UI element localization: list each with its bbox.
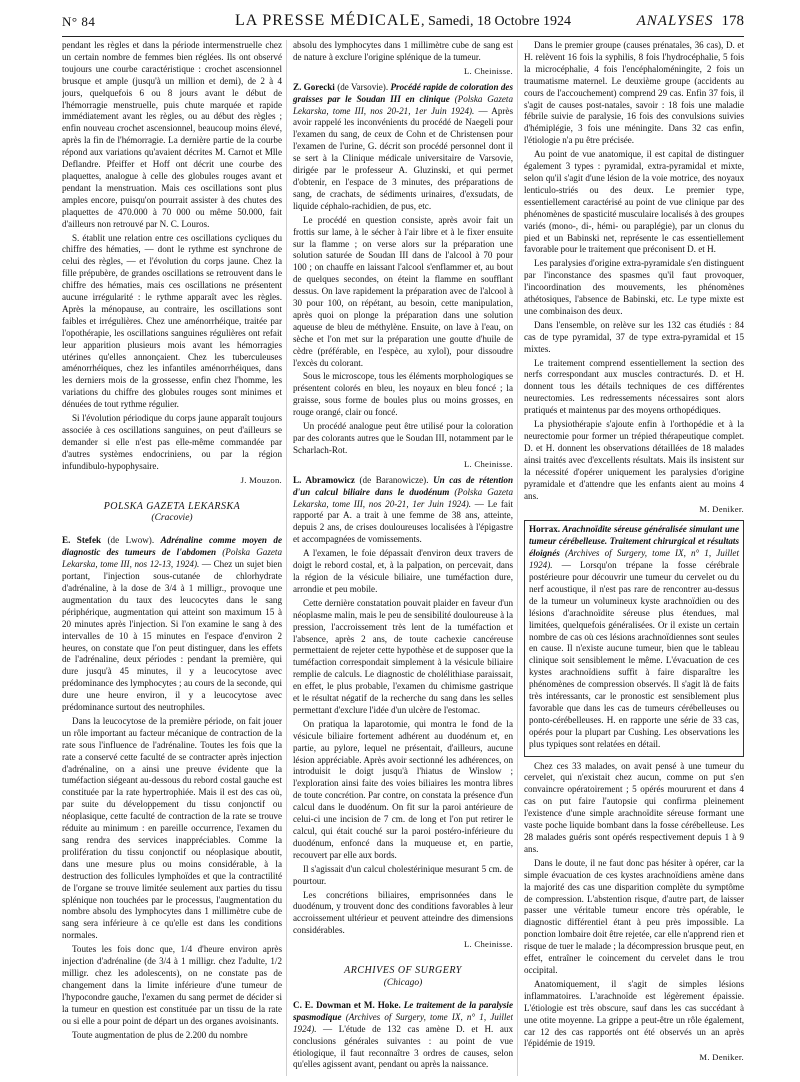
journal-city: (Cracovie) <box>151 513 193 524</box>
abstract-author: L. Abramowicz <box>293 474 355 485</box>
abstract-intro <box>62 535 282 714</box>
abstract-intro <box>529 524 739 750</box>
paragraph: Chez ces 33 malades, on avait pensé à une tumeur du cervelet, qui n'existait chez aucun, comme on put s'en convaincre opératoirement ; 5 opérés moururent et dans 4 cas on put faire l'autopsie qui confirma pleinement l'existence d'une simple arachnoïdite séreuse formant une vaste poche liquide bombant dans la fosse cérébelleuse. Les 28 malades guéris sont opérés respectivement depuis 1 à 9 ans. <box>524 760 744 854</box>
paragraph: Cette dernière constatation pouvait plaider en faveur d'un néoplasme malin, mais le peu de sensibilité douloureuse à la pression, l'accroissement très lent de la tuméfaction et l'absence, après 2 ans, de toute cachexie cancéreuse permettaient de rejeter cette hypothèse et de supposer que la tuméfaction correspondait simplement à la vésicule biliaire remplie de calculs. Le diagnostic de cholélithiase paraissait, en effet, le plus probable, l'examen du chimisme gastrique et le résultat négatif de la recherche du sang dans les selles permettant d'exclure l'idée d'un ulcère de l'estomac. <box>293 597 513 715</box>
abstract-text: — Après avoir rappelé les inconvénients du procédé de Naegeli pour l'examen du sang, de ceux de Cohn et de Christensen pour l'examen de l'urine, G. décrit son procédé personnel dont il se sert à la Clinique médicale universitaire de Varsovie, dirigée par le professeur A. Gluzinski, et qui permet d'obtenir, en l'espace de 3 minutes, des préparations de sang, de crachats, de sédiments urinaires, d'exsudats, de liquide céphalo-rachidien, de pus, etc. <box>293 105 513 211</box>
author-origin: (de Varsovie). <box>334 81 391 92</box>
author-signature: M. Deniker. <box>699 1052 744 1063</box>
article-columns <box>62 40 744 1076</box>
page-number: 178 <box>721 13 744 29</box>
paragraph: Les concrétions biliaires, emprisonnées dans le duodénum, y trouvent donc des conditions favorables à leur accroissement ultérieur et peuvent atteindre des dimensions considérables. <box>293 889 513 936</box>
paragraph: Toutes les fois donc que, 1/4 d'heure environ après injection d'adrénaline (de 3/4 à 1 milligr. chez l'adulte, 1/2 milligr. chez les adolescents), on ne constate pas de changement dans la limite inférieure d'une tumeur de l'hypocondre gauche, l'examen du sang permet de décider si la tumeur en question est constituée par un tissu de la rate ou si elle a pour point de départ un des organes avoisinants. <box>62 944 282 1026</box>
abstract-reference: (Archives of Surgery, tome IX, n° 1, Juillet 1924). <box>293 1011 513 1034</box>
paragraph: Sous le microscope, tous les éléments morphologiques se présentent colorés en bleu, les noyaux en bleu foncé ; la graisse, sous forme de boules plus ou moins grosses, en rouge orangé, clair ou foncé. <box>293 371 513 418</box>
boxed-abstract <box>524 520 744 756</box>
column-left <box>62 40 282 1076</box>
column-right <box>517 40 744 1076</box>
section-and-page <box>637 13 744 30</box>
paragraph: Les paralysies d'origine extra-pyramidale s'en distinguent par l'inconstance des spasmes qu'il faut provoquer, l'incoordination des mouvements, les phénomènes athétosiques, l'absence de Babinski, etc. Le type mixte est une combinaison des deux. <box>524 258 744 316</box>
abstract-title: Procédé rapide de coloration des graisses par le Soudan III en clinique <box>293 81 513 104</box>
abstract-text: — Lorsqu'on trépane la fosse cérébrale postérieure pour découvrir une tumeur du cervelet ou du nerf acoustique, il n'est pas rare de rencontrer au-dessus de la tumeur un volumineux kyste arachnoïdien ou des lésions d'arachnoïdite séreuse plus étendues, mal limitées, quelquefois généralisées. Or il existe un certain nombre de cas où ces lésions arachnoïdiennes sont seules en cause. Il n'existe aucune tumeur, bien que le tableau clinique soit sensiblement le même. L'évacuation de ces kystes arachnoïdiens suffit à faire disparaître les phénomènes de compression observés. Il s'agit là de faits très intéressants, car le pronostic est sensiblement plus favorable que dans les cas de tumeurs cérébelleuses ou ponto-cérébelleuses. H. en rapporte une série de 33 cas, opérés pour la plupart par Cushing. Les observations les plus typiques sont relatées en détail. <box>529 560 739 749</box>
abstract-text: — Le fait rapporté par A. a trait à une femme de 38 ans, atteinte, depuis 2 ans, de crises douloureuses localisées à l'épigastre et accompagnées de vomissements. <box>293 498 513 545</box>
journal-heading: POLSKA GAZETA LEKARSKA <box>103 500 241 512</box>
paragraph: S. établit une relation entre ces oscillations cycliques du chiffre des hématies, — dont le rythme est synchrone de celui des règles, — et l'évolution du corps jaune. Chez la fille prépubère, de grandes oscillations se retrouvent dans le chiffre des hématies, mais ces oscillations ne présentent aucune irrégularité : le rythme apparaît avec les règles. Après la ménopause, au contraire, les oscillations sont faibles et irrégulières. Chez une aménorrhéique, traitée par l'opothérapie, les oscillations sanguines régulières ont refait leur apparition plusieurs mois avant les hémorragies utérines qu'elles annonçaient. Chez les tuberculeuses aménorrhéiques, chez les infantiles aménorrhéiques, dans les derniers mois de la grossesse, enfin chez l'homme, les variations du chiffre des globules rouges sont minimes et dénuées de tout rythme régulier. <box>62 232 282 410</box>
paragraph: Un procédé analogue peut être utilisé pour la coloration par des colorants autres que le Soudan III, notamment par le Scharlach-Rot. <box>293 421 513 455</box>
abstract-title: Adrénaline comme moyen de diagnostic des tumeurs de l'abdomen <box>62 535 282 558</box>
abstract-reference: (Archives of Surgery, tome IX, n° 1, Juillet 1924). <box>529 548 739 571</box>
abstract-title: Le traitement de la paralysie spasmodique <box>293 999 513 1022</box>
journal-city: (Chicago) <box>383 977 423 988</box>
abstract-title: Un cas de rétention d'un calcul biliaire dans le duodénum <box>293 474 513 497</box>
author-origin: (de Baranowicze). <box>354 474 434 485</box>
paragraph: Au point de vue anatomique, il est capital de distinguer également 3 types : pyramidal, extra-pyramidal et mixte, selon qu'il s'agit d'une lésion de la voie motrice, des noyaux lenticulo-striés ou des deux. Le premier type, essentiellement caractérisé au point de vue clinique par des phénomènes de spasticité musculaire localisés à des groupes variés (mono-, di-, hémi- ou paraplégie), par un clonus du pied et un Babinski net, représente le cas essentiellement favorable pour le traitement que préconisent D. et H. <box>524 149 744 255</box>
paragraph: pendant les règles et dans la période intermenstruelle chez un certain nombre de femmes bien réglées. Ils ont observé toujours une courbe caractéristique : crochet ascensionnel brusque et ample (jusqu'à un million et demi), de 2 à 4 jours, quelquefois 6 ou 8 jours avant le début de l'hémorragie menstruelle, puis chute marquée et rapide immédiatement avant les règles, ou au début des règles ; enfin nouveau crochet ascensionnel, beaucoup moins élevé, après la fin de l'hémorragie. La dernière partie de la courbe répond aux variations qu'avaient décrites M. Carnot et Mlle Deflandre. Pfeiffer et Hoff ont décrit une courbe des plaquettes, analogue à celle des globules rouges avant et pendant la menstruation. Mais ces oscillations sont plus amples encore, puisqu'on pourrait assister à des chutes des plaquettes de 470.000 à 70 000 ou même 50.000, fait d'ailleurs non retrouvé par N. C. Louros. <box>62 40 282 229</box>
journal-title: LA PRESSE MÉDICALE <box>234 12 421 29</box>
author-signature: L. Cheinisse. <box>463 458 513 469</box>
abstract-author: Horrax. <box>529 524 561 535</box>
paragraph: Le procédé en question consiste, après avoir fait un frottis sur lame, à le sécher à l'air libre et à le fixer ensuite sur la flamme ; on verse alors sur la préparation une solution saturée de Soudan III dans de l'alcool à 70 pour 100 ; on chauffe en laissant l'alcool s'enflammer et, au bout de quelques secondes, on éteint la flamme en soufflant dessus. On lave rapidement la préparation avec de l'alcool à 30 pour 100, on répétant, au besoin, cette manipulation, après quoi on plonge la préparation dans une solution aqueuse de bleu de méthylène. Ensuite, on lave à l'eau, on sèche et l'on met sur la préparation une goutte d'huile de cèdre (préférable, en l'espèce, au xylol), pour dissoudre l'excès du colorant. <box>293 214 513 368</box>
issue-date: , Samedi, 18 Octobre 1924 <box>420 14 572 29</box>
paragraph: Dans l'ensemble, on relève sur les 132 cas étudiés : 84 cas de type pyramidal, 37 de type extra-pyramidal et 15 mixtes. <box>524 319 744 354</box>
paragraph: Anatomiquement, il s'agit de simples lésions inflammatoires. L'arachnoïde est légèrement épaissie. L'étiologie est très obscure, sauf dans les cas succédant à une otite moyenne. La grippe a peut-être un rôle également, car 12 des cas rapportés ont été observés un an après l'épidémie de 1919. <box>524 978 744 1049</box>
paragraph: On pratiqua la laparotomie, qui montra le fond de la vésicule biliaire fortement adhérent au duodénum et, en partie, au pylore, lequel ne présentait, d'ailleurs, aucune lésion appréciable. Après avoir sectionné les adhérences, on introduisit le doigt jusqu'à l'hiatus de Winslow ; l'exploration ainsi faite des voies biliaires les montra libres de toute concrétion. Par contre, on constata la présence d'un calcul dans le duodénum. On fit sur la paroi antérieure de celui-ci une incision de 7 cm. de long et l'on put retirer le calcul, qui était couché sur la paroi postéro-inférieure du duodénum, enfoncé dans la muqueuse et, en partie, recouvert par elle aux bords. <box>293 718 513 860</box>
issue-number: N° 84 <box>62 14 96 29</box>
paragraph: A l'examen, le foie dépassait d'environ deux travers de doigt le rebord costal, et, à la palpation, on percevait, dans la région de la vésicule biliaire, une tuméfaction dure, arrondie et peu mobile. <box>293 548 513 594</box>
abstract-reference: (Polska Gazeta Lekarska, tome III, nos 20-21, 1er Juin 1924). <box>293 93 513 116</box>
author-signature: J. Mouzon. <box>240 474 282 485</box>
abstract-author: C. E. Dowman et M. Hoke. <box>293 999 401 1010</box>
paragraph: Toute augmentation de plus de 2.200 du nombre <box>72 1029 248 1040</box>
column-middle <box>286 40 513 1076</box>
abstract-intro <box>293 1000 513 1071</box>
paragraph: Si l'évolution périodique du corps jaune apparaît toujours associée à ces oscillations sanguines, on peut d'ailleurs se demander si elle n'est pas elle-même commandée par d'autres systèmes endocriniens, ou par la région infundibulo-hypophysaire. <box>62 413 282 471</box>
section-name: ANALYSES <box>636 13 714 29</box>
abstract-author: E. Stefek <box>62 535 102 546</box>
author-signature: M. Deniker. <box>699 504 744 515</box>
abstract-intro <box>293 475 513 546</box>
page-header <box>62 10 744 37</box>
journal-heading: ARCHIVES OF SURGERY <box>344 965 462 977</box>
paragraph: La physiothérapie s'ajoute enfin à l'orthopédie et à la neurectomie pour former un trépied thérapeutique complet. D. et H. donnent les observations détaillées de 18 malades ainsi traités avec d'excellents résultats. Mais ils insistent sur la nécessité d'opérer uniquement les paralysies d'origine pyramidale et d'attendre que les enfants aient au moins 4 ans. <box>524 419 744 501</box>
paragraph: absolu des lymphocytes dans 1 millimètre cube de sang est de nature à exclure l'origine splénique de la tumeur. <box>293 40 513 62</box>
abstract-intro <box>293 82 513 213</box>
paragraph: Dans le premier groupe (causes prénatales, 36 cas), D. et H. relèvent 16 fois la syphilis, 8 fois l'hydrocéphalie, 5 fois la microcéphalie, 4 fois l'encéphaloméningite, 2 fois un traumatisme maternel. Le deuxième groupe (accidents au cours de l'accouchement) comprend 29 cas. Enfin 37 fois, il s'agit de causes post-natales, savoir : 18 fois une maladie fébrile suivie de paralysie, 16 fois des convulsions suivies d'hémiplégie, 3 fois une méningite. Dans 32 cas enfin, l'étiologie n'a pu être précisée. <box>524 40 744 146</box>
abstract-author: Z. Gorecki <box>293 81 335 92</box>
paragraph: Le traitement comprend essentiellement la section des nerfs correspondant aux muscles contracturés. D. et H. donnent tous les détails techniques de ces différentes neurectomies. Les redressements nécessaires sont alors pratiqués et maintenus par des moyens orthopédiques. <box>524 357 744 416</box>
author-signature: L. Cheinisse. <box>463 939 513 950</box>
abstract-reference: (Polska Gazeta Lekarska, tome III, nos 20-21, 1er Juin 1924). <box>293 486 513 509</box>
author-signature: L. Cheinisse. <box>463 65 513 76</box>
abstract-text: — L'étude de 132 cas amène D. et H. aux conclusions générales suivantes : au point de vue étiologique, il faut reconnaître 3 ordres de causes, selon qu'elles agissent avant, pendant ou après la naissance. <box>293 1023 513 1070</box>
paragraph: Il s'agissait d'un calcul cholestérinique mesurant 5 cm. de pourtour. <box>293 863 513 886</box>
paragraph: Dans la leucocytose de la première période, on fait jouer un rôle important au facteur mécanique de contraction de la rate sous l'influence de l'adrénaline. Toutes les fois que la rate a conservé cette faculté de se contracter après injection d'adrénaline, on a ainsi une preuve évidente que la tuméfaction siégeant au-dessous du rebord costal gauche est constituée par la rate hypertrophiée. Mais il est des cas où, par suite du développement du tissu conjonctif ou néoplasique, cette faculté de contraction de la rate se trouve réduite au minimum : en pareille occurrence, l'examen du sang rendra des services inappréciables. Comme la prolifération du tissu conjonctif ou néoplasique aboutit, dans une mesure plus ou moins considérable, à la destruction des follicules lymphoïdes et que la contractilité de l'organe se trouve limitée seulement aux parties du tissu splénique non touchées par le processus, l'augmentation du nombre absolu des lymphocytes dans 1 millimètre cube de sang sera inférieure à ce qu'elle est dans les conditions normales. <box>62 715 282 941</box>
paragraph: Dans le doute, il ne faut donc pas hésiter à opérer, car la simple évacuation de ces kystes arachnoïdiens amène dans la majorité des cas une disparition complète du symptôme de compression. L'abstention risque, d'autre part, de laisser passer une véritable tumeur encore très opérable, le diagnostic différentiel étant à peu près impossible. La ponction lombaire doit être rejetée, car elle n'apprend rien et risque de tuer le malade ; la décompression brusque peut, en effet, entraîner le coincement du cervelet dans le trou occipital. <box>524 857 744 975</box>
abstract-text: — Chez un sujet bien portant, l'injection sous-cutanée de chlorhydrate d'adrénaline, à la dose de 3/4 à 1 milligr., provoque une augmentation du taux des leucocytes dans le sang périphérique, augmentation qui atteint son maximum 15 à 20 minutes après l'injection. Si l'on examine le sang à des intervalles de 10 à 15 minutes en l'espace d'environ 2 heures, on constate que l'on peut distinguer, dans les effets de l'adrénaline, deux périodes : pendant la première, qui dure jusqu'à 45 minutes, il y a leucocytose avec prédominance des lymphocytes ; au cours de la seconde, qui dure une heure environ, il y a leucocytose avec prédominance surtout des neutrophiles. <box>62 559 282 713</box>
author-origin: (de Lwow). <box>101 535 161 546</box>
abstract-reference: (Polska Gazeta Lekarska, tome III, nos 12-13, 1924). <box>62 547 282 570</box>
abstract-title: Arachnoïdite séreuse généralisée simulant une tumeur cérébelleuse. Traitement chirurgical et résultats éloignés <box>529 524 739 559</box>
